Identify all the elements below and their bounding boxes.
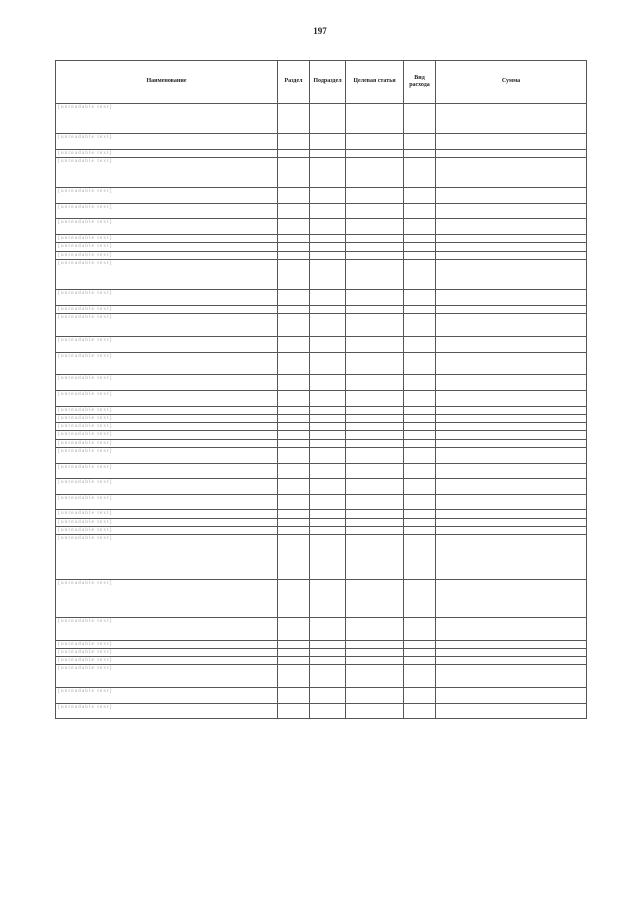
header-razdel: Раздел bbox=[278, 61, 310, 104]
row-razdel-cell bbox=[278, 431, 310, 439]
row-vid-cell bbox=[404, 657, 436, 665]
row-name-cell: [unreadable text] bbox=[56, 657, 278, 665]
row-razdel-cell bbox=[278, 527, 310, 535]
row-podrazdel-cell bbox=[310, 219, 346, 235]
row-name-cell: [unreadable text] bbox=[56, 431, 278, 439]
row-podrazdel-cell bbox=[310, 149, 346, 157]
row-vid-cell bbox=[404, 104, 436, 134]
row-vid-cell bbox=[404, 640, 436, 648]
table-row bbox=[56, 305, 587, 313]
row-sum-cell bbox=[436, 290, 587, 306]
row-sum-cell bbox=[436, 219, 587, 235]
table-row bbox=[56, 414, 587, 422]
row-razdel-cell bbox=[278, 390, 310, 406]
row-target-cell bbox=[346, 314, 404, 337]
row-razdel-cell bbox=[278, 648, 310, 656]
row-vid-cell bbox=[404, 203, 436, 219]
row-sum-cell bbox=[436, 406, 587, 414]
row-name-cell: [unreadable text] bbox=[56, 617, 278, 640]
table-row bbox=[56, 235, 587, 243]
row-target-cell bbox=[346, 158, 404, 188]
row-target-cell bbox=[346, 243, 404, 251]
row-razdel-cell bbox=[278, 406, 310, 414]
row-name-cell: [unreadable text] bbox=[56, 648, 278, 656]
row-target-cell bbox=[346, 235, 404, 243]
table-row bbox=[56, 243, 587, 251]
table-row bbox=[56, 423, 587, 431]
row-sum-cell bbox=[436, 510, 587, 518]
table-row bbox=[56, 439, 587, 447]
row-sum-cell bbox=[436, 314, 587, 337]
header-sum: Сумма bbox=[436, 61, 587, 104]
row-sum-cell bbox=[436, 703, 587, 719]
row-target-cell bbox=[346, 375, 404, 391]
row-podrazdel-cell bbox=[310, 494, 346, 510]
row-podrazdel-cell bbox=[310, 336, 346, 352]
row-razdel-cell bbox=[278, 665, 310, 688]
row-vid-cell bbox=[404, 703, 436, 719]
row-target-cell bbox=[346, 535, 404, 580]
row-razdel-cell bbox=[278, 414, 310, 422]
row-podrazdel-cell bbox=[310, 617, 346, 640]
row-podrazdel-cell bbox=[310, 463, 346, 479]
row-sum-cell bbox=[436, 390, 587, 406]
row-razdel-cell bbox=[278, 305, 310, 313]
table-body bbox=[56, 104, 587, 719]
row-target-cell bbox=[346, 305, 404, 313]
row-podrazdel-cell bbox=[310, 352, 346, 375]
row-vid-cell bbox=[404, 448, 436, 464]
row-target-cell bbox=[346, 703, 404, 719]
row-podrazdel-cell bbox=[310, 703, 346, 719]
row-name-cell: [unreadable text] bbox=[56, 158, 278, 188]
table-row bbox=[56, 580, 587, 618]
row-name-cell: [unreadable text] bbox=[56, 305, 278, 313]
table-row bbox=[56, 665, 587, 688]
table-row bbox=[56, 219, 587, 235]
row-podrazdel-cell bbox=[310, 203, 346, 219]
row-name-cell: [unreadable text] bbox=[56, 463, 278, 479]
row-razdel-cell bbox=[278, 535, 310, 580]
row-vid-cell bbox=[404, 158, 436, 188]
table-row bbox=[56, 336, 587, 352]
row-name-cell: [unreadable text] bbox=[56, 188, 278, 204]
row-vid-cell bbox=[404, 336, 436, 352]
row-podrazdel-cell bbox=[310, 375, 346, 391]
table-row bbox=[56, 375, 587, 391]
header-name: Наименование bbox=[56, 61, 278, 104]
row-target-cell bbox=[346, 510, 404, 518]
row-target-cell bbox=[346, 149, 404, 157]
row-razdel-cell bbox=[278, 439, 310, 447]
table-row bbox=[56, 188, 587, 204]
row-sum-cell bbox=[436, 527, 587, 535]
row-sum-cell bbox=[436, 375, 587, 391]
row-vid-cell bbox=[404, 414, 436, 422]
row-razdel-cell bbox=[278, 314, 310, 337]
row-podrazdel-cell bbox=[310, 580, 346, 618]
row-razdel-cell bbox=[278, 149, 310, 157]
row-razdel-cell bbox=[278, 617, 310, 640]
table-row bbox=[56, 448, 587, 464]
row-target-cell bbox=[346, 640, 404, 648]
row-target-cell bbox=[346, 203, 404, 219]
row-name-cell: [unreadable text] bbox=[56, 423, 278, 431]
row-podrazdel-cell bbox=[310, 431, 346, 439]
row-name-cell: [unreadable text] bbox=[56, 219, 278, 235]
row-name-cell: [unreadable text] bbox=[56, 439, 278, 447]
row-podrazdel-cell bbox=[310, 688, 346, 704]
row-target-cell bbox=[346, 259, 404, 289]
table-row bbox=[56, 158, 587, 188]
row-podrazdel-cell bbox=[310, 158, 346, 188]
row-target-cell bbox=[346, 617, 404, 640]
row-vid-cell bbox=[404, 518, 436, 526]
row-name-cell: [unreadable text] bbox=[56, 149, 278, 157]
row-vid-cell bbox=[404, 243, 436, 251]
row-razdel-cell bbox=[278, 251, 310, 259]
table-row bbox=[56, 518, 587, 526]
row-podrazdel-cell bbox=[310, 251, 346, 259]
row-vid-cell bbox=[404, 665, 436, 688]
table-row bbox=[56, 494, 587, 510]
row-name-cell: [unreadable text] bbox=[56, 527, 278, 535]
row-target-cell bbox=[346, 580, 404, 618]
row-name-cell: [unreadable text] bbox=[56, 688, 278, 704]
row-razdel-cell bbox=[278, 423, 310, 431]
row-vid-cell bbox=[404, 251, 436, 259]
row-sum-cell bbox=[436, 648, 587, 656]
row-podrazdel-cell bbox=[310, 423, 346, 431]
row-sum-cell bbox=[436, 688, 587, 704]
row-vid-cell bbox=[404, 479, 436, 495]
row-vid-cell bbox=[404, 235, 436, 243]
table-row bbox=[56, 703, 587, 719]
row-target-cell bbox=[346, 494, 404, 510]
row-sum-cell bbox=[436, 158, 587, 188]
row-name-cell: [unreadable text] bbox=[56, 406, 278, 414]
row-name-cell: [unreadable text] bbox=[56, 314, 278, 337]
row-target-cell bbox=[346, 527, 404, 535]
row-sum-cell bbox=[436, 448, 587, 464]
row-target-cell bbox=[346, 657, 404, 665]
row-sum-cell bbox=[436, 423, 587, 431]
row-razdel-cell bbox=[278, 657, 310, 665]
row-razdel-cell bbox=[278, 104, 310, 134]
row-vid-cell bbox=[404, 463, 436, 479]
row-target-cell bbox=[346, 336, 404, 352]
row-vid-cell bbox=[404, 375, 436, 391]
row-podrazdel-cell bbox=[310, 104, 346, 134]
table-row bbox=[56, 463, 587, 479]
row-podrazdel-cell bbox=[310, 640, 346, 648]
row-name-cell: [unreadable text] bbox=[56, 251, 278, 259]
table-row bbox=[56, 134, 587, 150]
row-razdel-cell bbox=[278, 336, 310, 352]
row-name-cell: [unreadable text] bbox=[56, 243, 278, 251]
row-sum-cell bbox=[436, 494, 587, 510]
row-vid-cell bbox=[404, 494, 436, 510]
row-sum-cell bbox=[436, 580, 587, 618]
table-row bbox=[56, 657, 587, 665]
row-sum-cell bbox=[436, 243, 587, 251]
row-razdel-cell bbox=[278, 219, 310, 235]
table-row bbox=[56, 688, 587, 704]
row-target-cell bbox=[346, 448, 404, 464]
row-sum-cell bbox=[436, 518, 587, 526]
row-sum-cell bbox=[436, 188, 587, 204]
row-name-cell: [unreadable text] bbox=[56, 535, 278, 580]
table-row bbox=[56, 251, 587, 259]
row-podrazdel-cell bbox=[310, 406, 346, 414]
row-podrazdel-cell bbox=[310, 259, 346, 289]
row-podrazdel-cell bbox=[310, 235, 346, 243]
row-sum-cell bbox=[436, 134, 587, 150]
row-target-cell bbox=[346, 414, 404, 422]
row-podrazdel-cell bbox=[310, 134, 346, 150]
row-name-cell: [unreadable text] bbox=[56, 580, 278, 618]
row-name-cell: [unreadable text] bbox=[56, 375, 278, 391]
row-name-cell: [unreadable text] bbox=[56, 448, 278, 464]
row-name-cell: [unreadable text] bbox=[56, 390, 278, 406]
row-name-cell: [unreadable text] bbox=[56, 290, 278, 306]
row-sum-cell bbox=[436, 665, 587, 688]
table-row bbox=[56, 352, 587, 375]
row-name-cell: [unreadable text] bbox=[56, 479, 278, 495]
row-vid-cell bbox=[404, 535, 436, 580]
row-target-cell bbox=[346, 479, 404, 495]
row-podrazdel-cell bbox=[310, 188, 346, 204]
row-target-cell bbox=[346, 290, 404, 306]
row-name-cell: [unreadable text] bbox=[56, 414, 278, 422]
row-name-cell: [unreadable text] bbox=[56, 259, 278, 289]
row-sum-cell bbox=[436, 617, 587, 640]
row-vid-cell bbox=[404, 406, 436, 414]
row-target-cell bbox=[346, 352, 404, 375]
row-target-cell bbox=[346, 251, 404, 259]
row-razdel-cell bbox=[278, 580, 310, 618]
row-sum-cell bbox=[436, 439, 587, 447]
row-vid-cell bbox=[404, 580, 436, 618]
row-target-cell bbox=[346, 104, 404, 134]
row-sum-cell bbox=[436, 535, 587, 580]
row-podrazdel-cell bbox=[310, 390, 346, 406]
row-razdel-cell bbox=[278, 290, 310, 306]
row-sum-cell bbox=[436, 149, 587, 157]
table-header-row bbox=[56, 61, 587, 104]
row-name-cell: [unreadable text] bbox=[56, 510, 278, 518]
table-row bbox=[56, 648, 587, 656]
row-vid-cell bbox=[404, 134, 436, 150]
row-target-cell bbox=[346, 423, 404, 431]
row-razdel-cell bbox=[278, 640, 310, 648]
table-row bbox=[56, 617, 587, 640]
header-target: Целевая статья bbox=[346, 61, 404, 104]
row-vid-cell bbox=[404, 149, 436, 157]
row-target-cell bbox=[346, 188, 404, 204]
row-razdel-cell bbox=[278, 158, 310, 188]
row-razdel-cell bbox=[278, 518, 310, 526]
row-podrazdel-cell bbox=[310, 305, 346, 313]
row-name-cell: [unreadable text] bbox=[56, 640, 278, 648]
table-row bbox=[56, 314, 587, 337]
row-vid-cell bbox=[404, 688, 436, 704]
row-name-cell: [unreadable text] bbox=[56, 665, 278, 688]
row-sum-cell bbox=[436, 203, 587, 219]
row-name-cell: [unreadable text] bbox=[56, 203, 278, 219]
row-razdel-cell bbox=[278, 352, 310, 375]
row-podrazdel-cell bbox=[310, 479, 346, 495]
row-podrazdel-cell bbox=[310, 290, 346, 306]
row-sum-cell bbox=[436, 251, 587, 259]
row-target-cell bbox=[346, 688, 404, 704]
row-razdel-cell bbox=[278, 463, 310, 479]
row-podrazdel-cell bbox=[310, 439, 346, 447]
row-sum-cell bbox=[436, 463, 587, 479]
table-row bbox=[56, 527, 587, 535]
row-target-cell bbox=[346, 134, 404, 150]
row-name-cell: [unreadable text] bbox=[56, 134, 278, 150]
row-name-cell: [unreadable text] bbox=[56, 104, 278, 134]
row-podrazdel-cell bbox=[310, 657, 346, 665]
row-name-cell: [unreadable text] bbox=[56, 336, 278, 352]
row-target-cell bbox=[346, 665, 404, 688]
budget-table bbox=[55, 60, 587, 719]
table-row bbox=[56, 431, 587, 439]
row-sum-cell bbox=[436, 640, 587, 648]
row-razdel-cell bbox=[278, 203, 310, 219]
row-sum-cell bbox=[436, 414, 587, 422]
table-row bbox=[56, 203, 587, 219]
row-podrazdel-cell bbox=[310, 535, 346, 580]
row-vid-cell bbox=[404, 305, 436, 313]
row-podrazdel-cell bbox=[310, 648, 346, 656]
row-name-cell: [unreadable text] bbox=[56, 235, 278, 243]
row-razdel-cell bbox=[278, 510, 310, 518]
table-row bbox=[56, 535, 587, 580]
row-razdel-cell bbox=[278, 448, 310, 464]
row-target-cell bbox=[346, 431, 404, 439]
row-target-cell bbox=[346, 219, 404, 235]
row-razdel-cell bbox=[278, 703, 310, 719]
row-name-cell: [unreadable text] bbox=[56, 494, 278, 510]
row-target-cell bbox=[346, 439, 404, 447]
row-target-cell bbox=[346, 518, 404, 526]
row-razdel-cell bbox=[278, 688, 310, 704]
row-razdel-cell bbox=[278, 375, 310, 391]
table-row bbox=[56, 290, 587, 306]
row-vid-cell bbox=[404, 527, 436, 535]
row-razdel-cell bbox=[278, 243, 310, 251]
row-name-cell: [unreadable text] bbox=[56, 352, 278, 375]
row-vid-cell bbox=[404, 423, 436, 431]
row-razdel-cell bbox=[278, 235, 310, 243]
row-sum-cell bbox=[436, 479, 587, 495]
row-name-cell: [unreadable text] bbox=[56, 518, 278, 526]
row-podrazdel-cell bbox=[310, 448, 346, 464]
row-vid-cell bbox=[404, 439, 436, 447]
row-target-cell bbox=[346, 390, 404, 406]
row-target-cell bbox=[346, 648, 404, 656]
table-row bbox=[56, 510, 587, 518]
row-podrazdel-cell bbox=[310, 665, 346, 688]
table-row bbox=[56, 149, 587, 157]
row-podrazdel-cell bbox=[310, 518, 346, 526]
row-razdel-cell bbox=[278, 259, 310, 289]
row-vid-cell bbox=[404, 617, 436, 640]
table-row bbox=[56, 104, 587, 134]
table-row bbox=[56, 479, 587, 495]
row-sum-cell bbox=[436, 259, 587, 289]
row-vid-cell bbox=[404, 290, 436, 306]
row-podrazdel-cell bbox=[310, 243, 346, 251]
row-podrazdel-cell bbox=[310, 314, 346, 337]
row-vid-cell bbox=[404, 259, 436, 289]
table-row bbox=[56, 640, 587, 648]
row-sum-cell bbox=[436, 235, 587, 243]
row-vid-cell bbox=[404, 219, 436, 235]
row-podrazdel-cell bbox=[310, 414, 346, 422]
row-sum-cell bbox=[436, 352, 587, 375]
row-razdel-cell bbox=[278, 494, 310, 510]
row-vid-cell bbox=[404, 188, 436, 204]
row-target-cell bbox=[346, 463, 404, 479]
row-vid-cell bbox=[404, 431, 436, 439]
row-vid-cell bbox=[404, 648, 436, 656]
row-sum-cell bbox=[436, 104, 587, 134]
table-row bbox=[56, 259, 587, 289]
row-vid-cell bbox=[404, 390, 436, 406]
row-sum-cell bbox=[436, 336, 587, 352]
row-name-cell: [unreadable text] bbox=[56, 703, 278, 719]
row-target-cell bbox=[346, 406, 404, 414]
row-razdel-cell bbox=[278, 134, 310, 150]
row-razdel-cell bbox=[278, 188, 310, 204]
row-sum-cell bbox=[436, 305, 587, 313]
page-number: 197 bbox=[313, 26, 327, 36]
row-podrazdel-cell bbox=[310, 510, 346, 518]
row-podrazdel-cell bbox=[310, 527, 346, 535]
row-razdel-cell bbox=[278, 479, 310, 495]
row-sum-cell bbox=[436, 657, 587, 665]
row-vid-cell bbox=[404, 352, 436, 375]
header-vid: Вид расхода bbox=[404, 61, 436, 104]
header-podrazdel: Подраздел bbox=[310, 61, 346, 104]
row-sum-cell bbox=[436, 431, 587, 439]
row-vid-cell bbox=[404, 314, 436, 337]
table-row bbox=[56, 390, 587, 406]
table-row bbox=[56, 406, 587, 414]
row-vid-cell bbox=[404, 510, 436, 518]
